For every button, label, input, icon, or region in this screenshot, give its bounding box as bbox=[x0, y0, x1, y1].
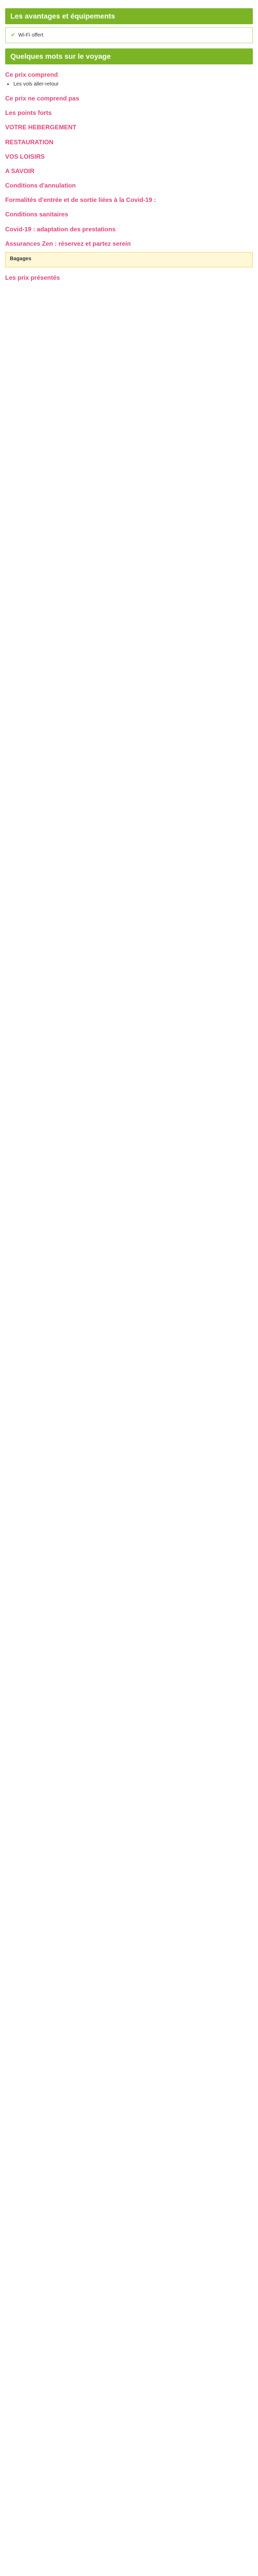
section-points-forts bbox=[5, 109, 253, 117]
tail-heading: Les prix présentés bbox=[5, 274, 60, 281]
notice-title: Bagages bbox=[10, 256, 31, 262]
section-heading: Assurances Zen : réservez et partez serein bbox=[5, 240, 131, 247]
section-conditions-annulation bbox=[5, 181, 253, 190]
section-heading: Conditions sanitaires bbox=[5, 211, 69, 218]
section-votre-hebergement bbox=[5, 123, 253, 131]
section-heading: RESTAURATION bbox=[5, 138, 54, 146]
section-heading: VOTRE HEBERGEMENT bbox=[5, 124, 77, 131]
section-assurances bbox=[5, 240, 253, 248]
advantages-box bbox=[5, 27, 253, 44]
section-formalites bbox=[5, 196, 253, 204]
section-covid-prestations bbox=[5, 225, 253, 233]
about-title: Quelques mots sur le voyage bbox=[5, 48, 253, 64]
section-heading: A SAVOIR bbox=[5, 167, 35, 175]
bullet-item: • Les vols aller-retour bbox=[13, 81, 253, 88]
section-prix-comprend bbox=[5, 71, 253, 88]
advantage-item bbox=[11, 32, 247, 39]
section-conditions-sanitaires bbox=[5, 210, 253, 218]
section-restauration bbox=[5, 138, 253, 146]
section-heading: Conditions d'annulation bbox=[5, 182, 76, 190]
product-description-page bbox=[5, 0, 253, 294]
section-vos-loisirs bbox=[5, 152, 253, 161]
section-heading: Covid-19 : adaptation des prestations bbox=[5, 225, 116, 233]
section-heading: VOS LOISIRS bbox=[5, 152, 45, 160]
notice-box bbox=[5, 252, 253, 267]
section-prix-ne-comprend-pas bbox=[5, 94, 253, 103]
advantages-title: Les avantages et équipements bbox=[5, 8, 253, 24]
section-heading: Ce prix comprend bbox=[5, 71, 58, 79]
section-bullets bbox=[13, 81, 253, 88]
about-sections bbox=[5, 71, 253, 248]
advantage-label: Wi-Fi offert bbox=[18, 32, 44, 38]
check-icon: ✔ bbox=[11, 32, 15, 38]
section-heading: Formalités d'entrée et de sortie liées à la Covid-19 : bbox=[5, 196, 156, 204]
advantages-list bbox=[11, 32, 247, 39]
section-a-savoir bbox=[5, 167, 253, 175]
section-heading: Ce prix ne comprend pas bbox=[5, 94, 79, 102]
section-heading: Les points forts bbox=[5, 109, 52, 117]
